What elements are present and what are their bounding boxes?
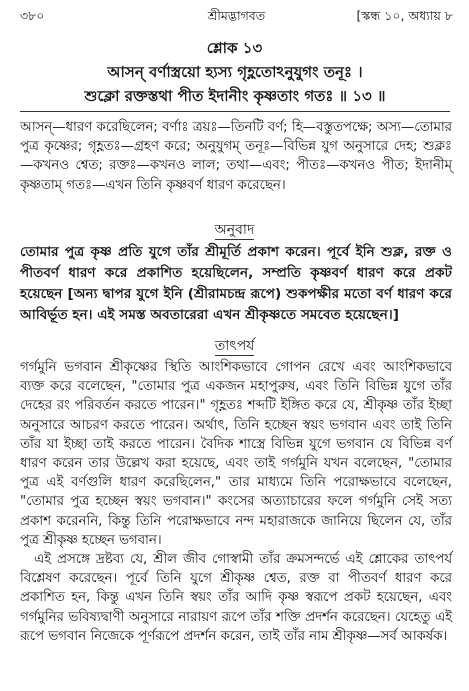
book-title: শ্রীমদ্ভাগবত — [207, 8, 266, 23]
verse-line-2: শুক্লো রক্তস্তথা পীত ইদানীং কৃষ্ণতাং গতঃ ॥ ১৩ ॥ — [84, 87, 386, 105]
translation-text: তোমার পুত্র কৃষ্ণ প্রতি যুগে তাঁর শ্রীমূর্তি প্রকাশ করেন। পূর্বে ইনি শুক্ল, রক্ত ও পীতবর্ণ ধারণ করে প্রকাশিত হয়েছিলেন, সম্প্রতি কৃষ্ণবর্ণ ধারণ করে প্রকট হয়েছেন [অন্য দ্বাপর যুগে ইনি (শ্রীরামচন্দ্র রূপে) শুকপক্ষীর মতো বর্ণ ধারণ করে আবির্ভূত হন। এই সমস্ত অবতারেরা এখন শ্রীকৃষ্ণতে সমবেত হয়েছেন।] — [20, 244, 452, 323]
divider — [20, 111, 450, 112]
running-header — [20, 8, 453, 28]
purport-paragraph-2: এই প্রসঙ্গে দ্রষ্টব্য যে, শ্রীল জীব গোস্বামী তাঁর ক্রমসন্দর্ভে এই শ্লোকের তাৎপর্য বিশ্লেষণ করেছেন। পূর্বে তিনি যুগে শ্রীকৃষ্ণ শ্বেত, রক্ত বা পীতবর্ণ ধারণ করে প্রকাশিত হন, কিন্তু এখন তিনি স্বয়ং তাঁর আদি কৃষ্ণ স্বরূপে প্রকট হয়েছেন, এবং গর্গমুনির ভবিষ্যদ্বাণী অনুসারে নারায়ণ রূপে তাঁর শক্তি প্রদর্শন করেছেন। যেহেতু এই রূপে ভগবান নিজেকে পূর্ণরূপে প্রদর্শন করেন, তাই তাঁর নাম শ্রীকৃষ্ণ—সর্ব আকর্ষক। — [20, 552, 452, 644]
purport-heading-text: তাৎপর্য — [214, 338, 255, 354]
chapter-reference: [স্কন্ধ ১০, অধ্যায় ৮ — [356, 8, 453, 23]
verse-heading: শ্লোক ১৩ — [206, 39, 263, 57]
purport-heading — [0, 334, 469, 358]
purport-body — [20, 358, 452, 646]
page-number: ৩৮০ — [20, 8, 45, 23]
purport-paragraph-1: গর্গমুনি ভগবান শ্রীকৃষ্ণের স্থিতি আংশিকভাবে গোপন রেখে এবং আংশিকভাবে ব্যক্ত করে বলেছেন, "তোমার পুত্র একজন মহাপুরুষ, এবং তিনি বিভিন্ন যুগে তাঁর দেহের রং পরিবর্তন করতে পারেন।" গৃহ্ণতঃ শব্দটি ইঙ্গিত করে যে, শ্রীকৃষ্ণ তাঁর ইচ্ছা অনুসারে আচরণ করতে পারেন। অর্থাৎ, তিনি হচ্ছেন স্বয়ং ভগবান এবং তাই তিনি তাঁর যা ইচ্ছা তাই করতে পারেন। বৈদিক শাস্ত্রে বিভিন্ন যুগে ভগবান যে বিভিন্ন বর্ণ ধারণ করেন তার উল্লেখ করা হয়েছে, এবং তাই গর্গমুনি যখন বলেছেন, "তোমার পুত্র এই বর্ণগুলি ধারণ করেছিলেন," তার মাধ্যমে তিনি পরোক্ষভাবে বলেছেন, "তোমার পুত্র হচ্ছেন স্বয়ং ভগবান।" কংসের অত্যাচারের ফলে গর্গমুনি সেই সত্য প্রকাশ করেননি, কিন্তু তিনি পরোক্ষভাবে নন্দ মহারাজকে জানিয়ে ছিলেন যে, তাঁর পুত্র শ্রীকৃষ্ণ হচ্ছেন ভগবান। — [20, 360, 452, 548]
translation-heading-text: অনুবাদ — [214, 222, 255, 238]
verse-line-1: আসন্ বর্ণাস্ত্রয়ো হ্যস্য গৃহ্ণতোঽনুযুগং তনূঃ । — [107, 63, 363, 81]
translation-heading — [0, 218, 469, 242]
word-synonyms: আসন্—ধারণ করেছিলেন; বর্ণাঃ ত্রয়ঃ—তিনটি বর্ণ; হি—বস্তুতপক্ষে; অস্য—তোমার পুত্র কৃষ্ণের; গৃহ্ণতঃ—গ্রহণ করে; অনুযুগম্ তনূঃ—বিভিন্ন যুগ অনুসারে দেহ; শুক্লঃ—কখনও শ্বেত; রক্তঃ—কখনও লাল; তথা—এবং; পীতঃ—কখনও পীত; ইদানীম্ কৃষ্ণতাম্ গতঃ—এখন তিনি কৃষ্ণবর্ণ ধারণ করেছেন। — [20, 120, 452, 193]
